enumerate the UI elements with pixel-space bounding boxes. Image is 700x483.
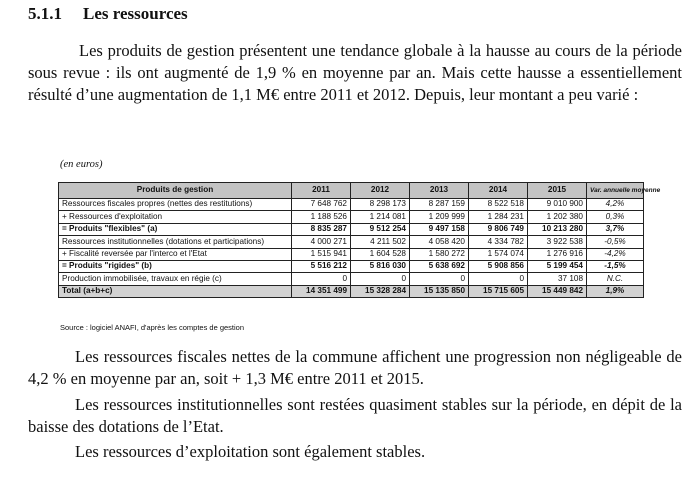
cell-value: 5 908 856: [469, 260, 528, 272]
cell-value: 14 351 499: [292, 285, 351, 297]
resources-table: [58, 182, 661, 298]
header-label: Produits de gestion: [59, 183, 292, 199]
table-body: [59, 199, 644, 298]
cell-value: 1 202 380: [528, 211, 587, 223]
header-year: 2011: [292, 183, 351, 199]
header-year: 2012: [351, 183, 410, 199]
cell-value: 0: [410, 273, 469, 285]
cell-value: 1 276 916: [528, 248, 587, 260]
cell-variation: 0,3%: [587, 211, 644, 223]
table-row: [59, 223, 644, 235]
cell-value: 3 922 538: [528, 236, 587, 248]
paragraph-institutional: Les ressources institutionnelles sont restées quasiment stables sur la période, en dépit de la baisse des dotations de l’Etat.: [28, 395, 682, 436]
cell-value: 7 648 762: [292, 199, 351, 211]
cell-value: 1 604 528: [351, 248, 410, 260]
cell-value: 0: [469, 273, 528, 285]
paragraph-fiscal: Les ressources fiscales nettes de la commune affichent une progression non négligeable de 4,2 % en moyenne par an, soit + 1,3 M€ entre 2011 et 2015.: [28, 347, 682, 388]
table-row: [59, 236, 644, 248]
cell-value: 0: [351, 273, 410, 285]
cell-value: 5 816 030: [351, 260, 410, 272]
cell-variation: -1,5%: [587, 260, 644, 272]
table-unit-caption: (en euros): [60, 159, 103, 170]
cell-value: 9 512 254: [351, 223, 410, 235]
cell-value: 9 010 900: [528, 199, 587, 211]
cell-value: 15 715 605: [469, 285, 528, 297]
table-row: [59, 248, 644, 260]
table-row: [59, 285, 644, 297]
row-label: + Ressources d'exploitation: [59, 211, 292, 223]
cell-value: 5 638 692: [410, 260, 469, 272]
cell-value: 5 199 454: [528, 260, 587, 272]
table-row: [59, 199, 644, 211]
cell-variation: 4,2%: [587, 199, 644, 211]
cell-value: 1 580 272: [410, 248, 469, 260]
header-year: 2014: [469, 183, 528, 199]
cell-value: 1 574 074: [469, 248, 528, 260]
section-title: Les ressources: [83, 4, 188, 23]
row-label: Total (a+b+c): [59, 285, 292, 297]
cell-variation: 3,7%: [587, 223, 644, 235]
cell-value: 0: [292, 273, 351, 285]
row-label: + Fiscalité reversée par l'interco et l'Etat: [59, 248, 292, 260]
table-source: Source : logiciel ANAFI, d'après les comptes de gestion: [60, 323, 245, 332]
table-row: [59, 273, 644, 285]
cell-value: 9 806 749: [469, 223, 528, 235]
cell-value: 4 058 420: [410, 236, 469, 248]
cell-variation: 1,9%: [587, 285, 644, 297]
row-label: = Produits "flexibles" (a): [59, 223, 292, 235]
cell-value: 15 328 284: [351, 285, 410, 297]
cell-value: 8 835 287: [292, 223, 351, 235]
cell-value: 9 497 158: [410, 223, 469, 235]
cell-value: 1 515 941: [292, 248, 351, 260]
cell-value: 37 108: [528, 273, 587, 285]
cell-value: 15 135 850: [410, 285, 469, 297]
cell-variation: -0,5%: [587, 236, 644, 248]
paragraph-exploitation: Les ressources d’exploitation sont également stables.: [75, 442, 426, 461]
intro-paragraph: Les produits de gestion présentent une tendance globale à la hausse au cours de la période sous revue : ils ont augmenté de 1,9 % en moyenne par an. Mais cette hausse a essentiellement résulté d’une augmentation de 1,1 M€ entre 2011 et 2012. Depuis, leur montant a peu varié :: [28, 41, 682, 104]
cell-value: 4 211 502: [351, 236, 410, 248]
table-row: [59, 211, 644, 223]
cell-value: 1 284 231: [469, 211, 528, 223]
cell-variation: N.C.: [587, 273, 644, 285]
cell-value: 10 213 280: [528, 223, 587, 235]
cell-value: 8 298 173: [351, 199, 410, 211]
header-variation: Var. annuelle moyenne: [587, 183, 644, 199]
header-year: 2013: [410, 183, 469, 199]
cell-value: 1 188 526: [292, 211, 351, 223]
cell-value: 4 000 271: [292, 236, 351, 248]
cell-value: 15 449 842: [528, 285, 587, 297]
cell-variation: -4,2%: [587, 248, 644, 260]
section-heading: [28, 4, 188, 24]
row-label: Ressources institutionnelles (dotations et participations): [59, 236, 292, 248]
cell-value: 5 516 212: [292, 260, 351, 272]
cell-value: 1 209 999: [410, 211, 469, 223]
row-label: = Produits "rigides" (b): [59, 260, 292, 272]
row-label: Ressources fiscales propres (nettes des restitutions): [59, 199, 292, 211]
header-year: 2015: [528, 183, 587, 199]
cell-value: 4 334 782: [469, 236, 528, 248]
section-number: 5.1.1: [28, 4, 62, 23]
cell-value: 8 287 159: [410, 199, 469, 211]
table-header-row: [59, 183, 644, 199]
cell-value: 1 214 081: [351, 211, 410, 223]
row-label: Production immobilisée, travaux en régie (c): [59, 273, 292, 285]
cell-value: 8 522 518: [469, 199, 528, 211]
table-row: [59, 260, 644, 272]
